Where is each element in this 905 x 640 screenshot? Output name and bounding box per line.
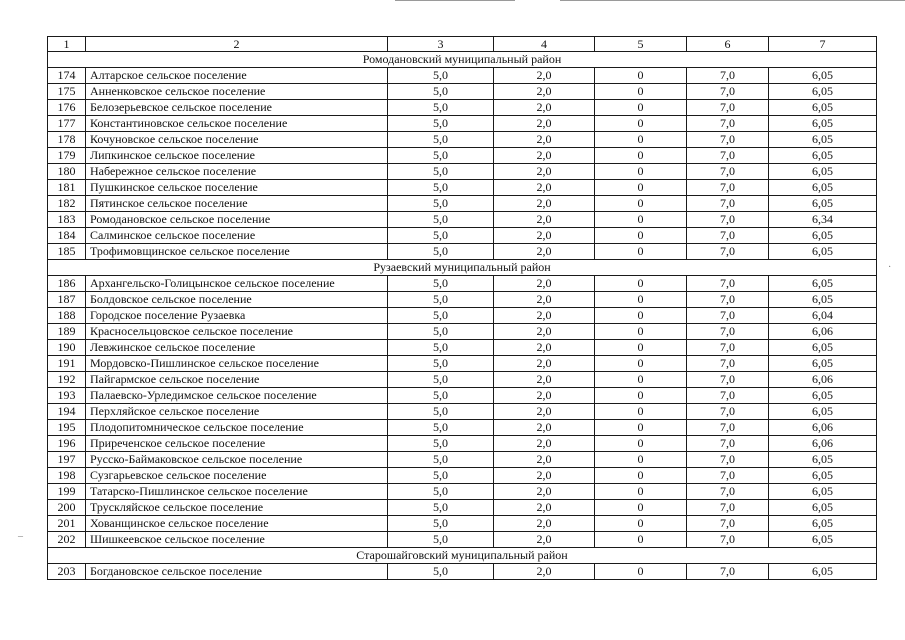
table-row bbox=[48, 132, 877, 148]
value-col-6: 7,0 bbox=[687, 372, 769, 388]
table-row bbox=[48, 404, 877, 420]
value-col-6: 7,0 bbox=[687, 564, 769, 580]
value-col-4: 2,0 bbox=[494, 356, 595, 372]
settlement-name: Трофимовщинское сельское поселение bbox=[86, 244, 388, 260]
value-col-5: 0 bbox=[595, 356, 687, 372]
value-col-3: 5,0 bbox=[388, 244, 494, 260]
value-col-3: 5,0 bbox=[388, 564, 494, 580]
settlement-name: Плодопитомническое сельское поселение bbox=[86, 420, 388, 436]
row-number: 179 bbox=[48, 148, 86, 164]
value-col-4: 2,0 bbox=[494, 420, 595, 436]
district-title: Рузаевский муниципальный район bbox=[48, 260, 877, 276]
value-col-5: 0 bbox=[595, 532, 687, 548]
table-row bbox=[48, 244, 877, 260]
value-col-7: 6,05 bbox=[769, 100, 877, 116]
table-body bbox=[48, 52, 877, 580]
value-col-7: 6,05 bbox=[769, 292, 877, 308]
table-row bbox=[48, 372, 877, 388]
value-col-6: 7,0 bbox=[687, 532, 769, 548]
settlement-name: Богдановское сельское поселение bbox=[86, 564, 388, 580]
value-col-5: 0 bbox=[595, 228, 687, 244]
district-header-row bbox=[48, 52, 877, 68]
value-col-7: 6,05 bbox=[769, 468, 877, 484]
value-col-5: 0 bbox=[595, 308, 687, 324]
value-col-6: 7,0 bbox=[687, 436, 769, 452]
value-col-3: 5,0 bbox=[388, 420, 494, 436]
value-col-7: 6,05 bbox=[769, 244, 877, 260]
value-col-7: 6,05 bbox=[769, 132, 877, 148]
row-number: 174 bbox=[48, 68, 86, 84]
value-col-4: 2,0 bbox=[494, 116, 595, 132]
value-col-3: 5,0 bbox=[388, 340, 494, 356]
value-col-4: 2,0 bbox=[494, 228, 595, 244]
row-number: 175 bbox=[48, 84, 86, 100]
settlement-name: Пайгармское сельское поселение bbox=[86, 372, 388, 388]
district-header-row bbox=[48, 548, 877, 564]
value-col-7: 6,05 bbox=[769, 116, 877, 132]
row-number: 185 bbox=[48, 244, 86, 260]
row-number: 203 bbox=[48, 564, 86, 580]
value-col-5: 0 bbox=[595, 180, 687, 196]
value-col-6: 7,0 bbox=[687, 116, 769, 132]
value-col-7: 6,05 bbox=[769, 68, 877, 84]
settlement-name: Анненковское сельское поселение bbox=[86, 84, 388, 100]
value-col-6: 7,0 bbox=[687, 308, 769, 324]
value-col-3: 5,0 bbox=[388, 324, 494, 340]
settlement-name: Кочуновское сельское поселение bbox=[86, 132, 388, 148]
settlement-name: Хованщинское сельское поселение bbox=[86, 516, 388, 532]
table-row bbox=[48, 500, 877, 516]
settlement-name: Городское поселение Рузаевка bbox=[86, 308, 388, 324]
row-number: 187 bbox=[48, 292, 86, 308]
value-col-7: 6,05 bbox=[769, 484, 877, 500]
value-col-7: 6,05 bbox=[769, 404, 877, 420]
value-col-3: 5,0 bbox=[388, 68, 494, 84]
value-col-3: 5,0 bbox=[388, 468, 494, 484]
value-col-5: 0 bbox=[595, 372, 687, 388]
row-number: 188 bbox=[48, 308, 86, 324]
table-row bbox=[48, 100, 877, 116]
table-row bbox=[48, 292, 877, 308]
value-col-4: 2,0 bbox=[494, 532, 595, 548]
value-col-4: 2,0 bbox=[494, 84, 595, 100]
table-row bbox=[48, 452, 877, 468]
value-col-3: 5,0 bbox=[388, 164, 494, 180]
value-col-7: 6,05 bbox=[769, 340, 877, 356]
row-number: 181 bbox=[48, 180, 86, 196]
table-row bbox=[48, 340, 877, 356]
row-number: 196 bbox=[48, 436, 86, 452]
value-col-4: 2,0 bbox=[494, 100, 595, 116]
value-col-6: 7,0 bbox=[687, 292, 769, 308]
value-col-3: 5,0 bbox=[388, 84, 494, 100]
settlement-name: Болдовское сельское поселение bbox=[86, 292, 388, 308]
scan-speck: – bbox=[18, 531, 23, 542]
value-col-4: 2,0 bbox=[494, 164, 595, 180]
value-col-6: 7,0 bbox=[687, 452, 769, 468]
row-number: 177 bbox=[48, 116, 86, 132]
value-col-5: 0 bbox=[595, 420, 687, 436]
district-header-row bbox=[48, 260, 877, 276]
value-col-3: 5,0 bbox=[388, 532, 494, 548]
value-col-5: 0 bbox=[595, 484, 687, 500]
value-col-6: 7,0 bbox=[687, 500, 769, 516]
value-col-5: 0 bbox=[595, 516, 687, 532]
value-col-7: 6,05 bbox=[769, 388, 877, 404]
district-title: Старошайговский муниципальный район bbox=[48, 548, 877, 564]
value-col-6: 7,0 bbox=[687, 196, 769, 212]
table-row bbox=[48, 164, 877, 180]
row-number: 192 bbox=[48, 372, 86, 388]
row-number: 191 bbox=[48, 356, 86, 372]
value-col-6: 7,0 bbox=[687, 516, 769, 532]
value-col-5: 0 bbox=[595, 116, 687, 132]
value-col-5: 0 bbox=[595, 164, 687, 180]
value-col-3: 5,0 bbox=[388, 132, 494, 148]
table-row bbox=[48, 196, 877, 212]
table-row bbox=[48, 468, 877, 484]
value-col-4: 2,0 bbox=[494, 436, 595, 452]
value-col-7: 6,05 bbox=[769, 196, 877, 212]
value-col-7: 6,06 bbox=[769, 436, 877, 452]
value-col-3: 5,0 bbox=[388, 100, 494, 116]
value-col-7: 6,05 bbox=[769, 356, 877, 372]
value-col-4: 2,0 bbox=[494, 516, 595, 532]
table-row bbox=[48, 276, 877, 292]
value-col-3: 5,0 bbox=[388, 356, 494, 372]
value-col-5: 0 bbox=[595, 324, 687, 340]
value-col-7: 6,05 bbox=[769, 452, 877, 468]
value-col-5: 0 bbox=[595, 84, 687, 100]
value-col-4: 2,0 bbox=[494, 244, 595, 260]
value-col-7: 6,06 bbox=[769, 324, 877, 340]
row-number: 178 bbox=[48, 132, 86, 148]
value-col-3: 5,0 bbox=[388, 452, 494, 468]
value-col-7: 6,05 bbox=[769, 500, 877, 516]
value-col-3: 5,0 bbox=[388, 388, 494, 404]
value-col-5: 0 bbox=[595, 436, 687, 452]
value-col-3: 5,0 bbox=[388, 372, 494, 388]
table-row bbox=[48, 68, 877, 84]
value-col-4: 2,0 bbox=[494, 308, 595, 324]
settlement-name: Приреченское сельское поселение bbox=[86, 436, 388, 452]
value-col-7: 6,04 bbox=[769, 308, 877, 324]
settlement-name: Пушкинское сельское поселение bbox=[86, 180, 388, 196]
value-col-6: 7,0 bbox=[687, 164, 769, 180]
value-col-7: 6,05 bbox=[769, 164, 877, 180]
value-col-7: 6,05 bbox=[769, 276, 877, 292]
value-col-5: 0 bbox=[595, 212, 687, 228]
value-col-5: 0 bbox=[595, 244, 687, 260]
value-col-6: 7,0 bbox=[687, 356, 769, 372]
value-col-6: 7,0 bbox=[687, 180, 769, 196]
table-row bbox=[48, 436, 877, 452]
value-col-3: 5,0 bbox=[388, 180, 494, 196]
value-col-5: 0 bbox=[595, 292, 687, 308]
district-title: Ромодановский муниципальный район bbox=[48, 52, 877, 68]
row-number: 184 bbox=[48, 228, 86, 244]
column-header: 7 bbox=[769, 37, 877, 52]
row-number: 195 bbox=[48, 420, 86, 436]
value-col-7: 6,05 bbox=[769, 564, 877, 580]
row-number: 189 bbox=[48, 324, 86, 340]
value-col-6: 7,0 bbox=[687, 212, 769, 228]
value-col-3: 5,0 bbox=[388, 292, 494, 308]
value-col-5: 0 bbox=[595, 388, 687, 404]
column-number-row bbox=[48, 37, 877, 52]
value-col-4: 2,0 bbox=[494, 404, 595, 420]
table-row bbox=[48, 148, 877, 164]
value-col-4: 2,0 bbox=[494, 292, 595, 308]
value-col-6: 7,0 bbox=[687, 276, 769, 292]
value-col-3: 5,0 bbox=[388, 276, 494, 292]
row-number: 190 bbox=[48, 340, 86, 356]
settlement-name: Перхляйское сельское поселение bbox=[86, 404, 388, 420]
value-col-6: 7,0 bbox=[687, 404, 769, 420]
value-col-4: 2,0 bbox=[494, 132, 595, 148]
value-col-4: 2,0 bbox=[494, 372, 595, 388]
table-row bbox=[48, 516, 877, 532]
value-col-6: 7,0 bbox=[687, 228, 769, 244]
settlement-name: Липкинское сельское поселение bbox=[86, 148, 388, 164]
value-col-3: 5,0 bbox=[388, 212, 494, 228]
row-number: 194 bbox=[48, 404, 86, 420]
row-number: 201 bbox=[48, 516, 86, 532]
value-col-4: 2,0 bbox=[494, 500, 595, 516]
value-col-7: 6,06 bbox=[769, 420, 877, 436]
value-col-7: 6,06 bbox=[769, 372, 877, 388]
value-col-5: 0 bbox=[595, 340, 687, 356]
value-col-6: 7,0 bbox=[687, 468, 769, 484]
row-number: 197 bbox=[48, 452, 86, 468]
settlement-name: Пятинское сельское поселение bbox=[86, 196, 388, 212]
value-col-5: 0 bbox=[595, 468, 687, 484]
value-col-5: 0 bbox=[595, 148, 687, 164]
settlement-name: Ромодановское сельское поселение bbox=[86, 212, 388, 228]
scan-speck: · bbox=[888, 262, 892, 273]
value-col-6: 7,0 bbox=[687, 420, 769, 436]
value-col-5: 0 bbox=[595, 196, 687, 212]
value-col-7: 6,05 bbox=[769, 84, 877, 100]
value-col-4: 2,0 bbox=[494, 148, 595, 164]
table-row bbox=[48, 484, 877, 500]
value-col-4: 2,0 bbox=[494, 324, 595, 340]
value-col-4: 2,0 bbox=[494, 340, 595, 356]
table-row bbox=[48, 420, 877, 436]
table-row bbox=[48, 564, 877, 580]
value-col-3: 5,0 bbox=[388, 436, 494, 452]
value-col-4: 2,0 bbox=[494, 180, 595, 196]
settlement-name: Набережное сельское поселение bbox=[86, 164, 388, 180]
value-col-5: 0 bbox=[595, 68, 687, 84]
value-col-7: 6,05 bbox=[769, 228, 877, 244]
value-col-7: 6,05 bbox=[769, 148, 877, 164]
column-header: 3 bbox=[388, 37, 494, 52]
settlement-name: Шишкеевское сельское поселение bbox=[86, 532, 388, 548]
value-col-7: 6,05 bbox=[769, 532, 877, 548]
settlement-name: Татарско-Пишлинское сельское поселение bbox=[86, 484, 388, 500]
row-number: 186 bbox=[48, 276, 86, 292]
value-col-6: 7,0 bbox=[687, 484, 769, 500]
table-row bbox=[48, 212, 877, 228]
settlement-name: Белозерьевское сельское поселение bbox=[86, 100, 388, 116]
value-col-4: 2,0 bbox=[494, 68, 595, 84]
scan-top-rule bbox=[560, 0, 905, 1]
table-row bbox=[48, 84, 877, 100]
scan-top-rule bbox=[395, 0, 515, 1]
value-col-4: 2,0 bbox=[494, 564, 595, 580]
value-col-6: 7,0 bbox=[687, 244, 769, 260]
table-row bbox=[48, 324, 877, 340]
value-col-4: 2,0 bbox=[494, 212, 595, 228]
column-header: 5 bbox=[595, 37, 687, 52]
table-row bbox=[48, 308, 877, 324]
value-col-3: 5,0 bbox=[388, 228, 494, 244]
value-col-3: 5,0 bbox=[388, 484, 494, 500]
settlement-name: Левжинское сельское поселение bbox=[86, 340, 388, 356]
settlement-name: Палаевско-Урледимское сельское поселение bbox=[86, 388, 388, 404]
column-header: 6 bbox=[687, 37, 769, 52]
value-col-5: 0 bbox=[595, 564, 687, 580]
column-header: 4 bbox=[494, 37, 595, 52]
value-col-6: 7,0 bbox=[687, 388, 769, 404]
value-col-3: 5,0 bbox=[388, 500, 494, 516]
table-row bbox=[48, 356, 877, 372]
value-col-6: 7,0 bbox=[687, 132, 769, 148]
value-col-3: 5,0 bbox=[388, 516, 494, 532]
value-col-4: 2,0 bbox=[494, 452, 595, 468]
value-col-3: 5,0 bbox=[388, 148, 494, 164]
value-col-5: 0 bbox=[595, 100, 687, 116]
value-col-4: 2,0 bbox=[494, 388, 595, 404]
row-number: 198 bbox=[48, 468, 86, 484]
value-col-6: 7,0 bbox=[687, 340, 769, 356]
settlement-name: Русско-Баймаковское сельское поселение bbox=[86, 452, 388, 468]
value-col-4: 2,0 bbox=[494, 484, 595, 500]
value-col-6: 7,0 bbox=[687, 100, 769, 116]
value-col-5: 0 bbox=[595, 452, 687, 468]
row-number: 183 bbox=[48, 212, 86, 228]
value-col-3: 5,0 bbox=[388, 116, 494, 132]
settlement-name: Алтарское сельское поселение bbox=[86, 68, 388, 84]
value-col-5: 0 bbox=[595, 276, 687, 292]
table-row bbox=[48, 532, 877, 548]
value-col-7: 6,05 bbox=[769, 516, 877, 532]
column-header: 1 bbox=[48, 37, 86, 52]
settlement-name: Салминское сельское поселение bbox=[86, 228, 388, 244]
table-row bbox=[48, 116, 877, 132]
value-col-4: 2,0 bbox=[494, 468, 595, 484]
row-number: 199 bbox=[48, 484, 86, 500]
settlement-name: Архангельско-Голицынское сельское поселение bbox=[86, 276, 388, 292]
value-col-3: 5,0 bbox=[388, 404, 494, 420]
settlements-table bbox=[47, 36, 877, 580]
column-header: 2 bbox=[86, 37, 388, 52]
value-col-6: 7,0 bbox=[687, 148, 769, 164]
value-col-5: 0 bbox=[595, 404, 687, 420]
settlement-name: Трускляйское сельское поселение bbox=[86, 500, 388, 516]
row-number: 182 bbox=[48, 196, 86, 212]
settlement-name: Константиновское сельское поселение bbox=[86, 116, 388, 132]
value-col-3: 5,0 bbox=[388, 308, 494, 324]
value-col-6: 7,0 bbox=[687, 84, 769, 100]
table-row bbox=[48, 180, 877, 196]
row-number: 200 bbox=[48, 500, 86, 516]
value-col-4: 2,0 bbox=[494, 196, 595, 212]
row-number: 193 bbox=[48, 388, 86, 404]
settlement-name: Сузгарьевское сельское поселение bbox=[86, 468, 388, 484]
value-col-6: 7,0 bbox=[687, 324, 769, 340]
value-col-3: 5,0 bbox=[388, 196, 494, 212]
value-col-5: 0 bbox=[595, 132, 687, 148]
row-number: 202 bbox=[48, 532, 86, 548]
value-col-7: 6,05 bbox=[769, 180, 877, 196]
settlement-name: Красносельцовское сельское поселение bbox=[86, 324, 388, 340]
value-col-6: 7,0 bbox=[687, 68, 769, 84]
value-col-4: 2,0 bbox=[494, 276, 595, 292]
row-number: 176 bbox=[48, 100, 86, 116]
settlement-name: Мордовско-Пишлинское сельское поселение bbox=[86, 356, 388, 372]
table-row bbox=[48, 388, 877, 404]
value-col-7: 6,34 bbox=[769, 212, 877, 228]
value-col-5: 0 bbox=[595, 500, 687, 516]
table-row bbox=[48, 228, 877, 244]
row-number: 180 bbox=[48, 164, 86, 180]
